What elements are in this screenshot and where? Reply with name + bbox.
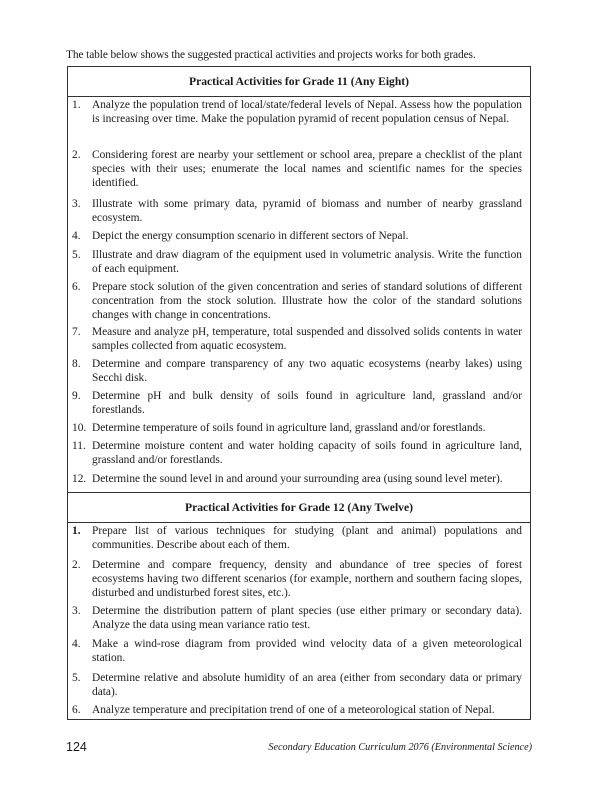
- item-number: 6.: [72, 281, 81, 293]
- item-text: Analyze temperature and precipitation trend of one of a meteorological station of Nepal.: [92, 704, 495, 716]
- item-text: Considering forest are nearby your settlement or school area, prepare a checklist of the plant species with their uses; enumerate the local names and scientific names for the species identified.: [92, 149, 522, 190]
- item-text: Determine the sound level in and around your surrounding area (using sound level meter).: [92, 473, 503, 485]
- item-number: 1.: [72, 99, 81, 111]
- item-number: 11.: [72, 440, 86, 452]
- item-text: Determine and compare transparency of any two aquatic ecosystems (nearby lakes) using Secchi disk.: [92, 358, 522, 385]
- item-text: Determine and compare frequency, density and abundance of tree species of forest ecosystems having two different scenarios (for example, northern and southern facing slopes, disturbed and undisturbed forest sites, etc.).: [92, 559, 522, 600]
- item-number: 2.: [72, 149, 81, 161]
- item-number: 5.: [72, 672, 81, 684]
- item-text: Determine the distribution pattern of plant species (use either primary or secondary data). Analyze the data using mean variance ratio test.: [92, 605, 522, 632]
- running-footer-title: Secondary Education Curriculum 2076 (Environmental Science): [268, 742, 532, 753]
- item-text: Prepare list of various techniques for studying (plant and animal) populations and communities. Describe about each of them.: [92, 525, 522, 552]
- item-text: Illustrate and draw diagram of the equipment used in volumetric analysis. Write the function of each equipment.: [92, 249, 522, 276]
- item-text: Illustrate with some primary data, pyramid of biomass and number of nearby grassland ecosystem.: [92, 198, 522, 225]
- item-number: 6.: [72, 704, 81, 716]
- item-number: 1.: [72, 525, 81, 537]
- item-text: Determine temperature of soils found in agriculture land, grassland and/or forestlands.: [92, 422, 486, 434]
- item-text: Measure and analyze pH, temperature, total suspended and dissolved solids contents in water samples collected from aquatic ecosystem.: [92, 326, 522, 353]
- item-number: 10.: [72, 422, 87, 434]
- item-text: Determine relative and absolute humidity of an area (either from secondary data or primary data).: [92, 672, 522, 699]
- grade12-heading: Practical Activities for Grade 12 (Any Twelve): [68, 492, 530, 523]
- activities-table: [67, 66, 531, 720]
- item-number: 2.: [72, 559, 81, 571]
- item-number: 5.: [72, 249, 81, 261]
- item-text: Determine moisture content and water holding capacity of soils found in agriculture land, grassland and/or forestlands.: [92, 440, 522, 467]
- item-number: 8.: [72, 358, 81, 370]
- item-number: 4.: [72, 230, 81, 242]
- item-number: 3.: [72, 198, 81, 210]
- item-text: Analyze the population trend of local/state/federal levels of Nepal. Assess how the population is increasing over time. Make the population pyramid of recent population census of Nepal.: [92, 99, 522, 126]
- page-number: 124: [66, 740, 87, 754]
- item-text: Depict the energy consumption scenario in different sectors of Nepal.: [92, 230, 409, 242]
- item-number: 12.: [72, 473, 87, 485]
- item-number: 4.: [72, 638, 81, 650]
- item-text: Determine pH and bulk density of soils found in agriculture land, grassland and/or forestlands.: [92, 390, 522, 417]
- grade11-heading: Practical Activities for Grade 11 (Any Eight): [68, 67, 530, 97]
- intro-text: The table below shows the suggested practical activities and projects works for both grades.: [66, 49, 476, 61]
- item-text: Make a wind-rose diagram from provided wind velocity data of a given meteorological station.: [92, 638, 522, 665]
- item-number: 3.: [72, 605, 81, 617]
- item-number: 9.: [72, 390, 81, 402]
- item-number: 7.: [72, 326, 81, 338]
- item-text: Prepare stock solution of the given concentration and series of standard solutions of different concentration from the stock solution. Illustrate how the color of the standard solutions changes with change in concentrations.: [92, 281, 522, 322]
